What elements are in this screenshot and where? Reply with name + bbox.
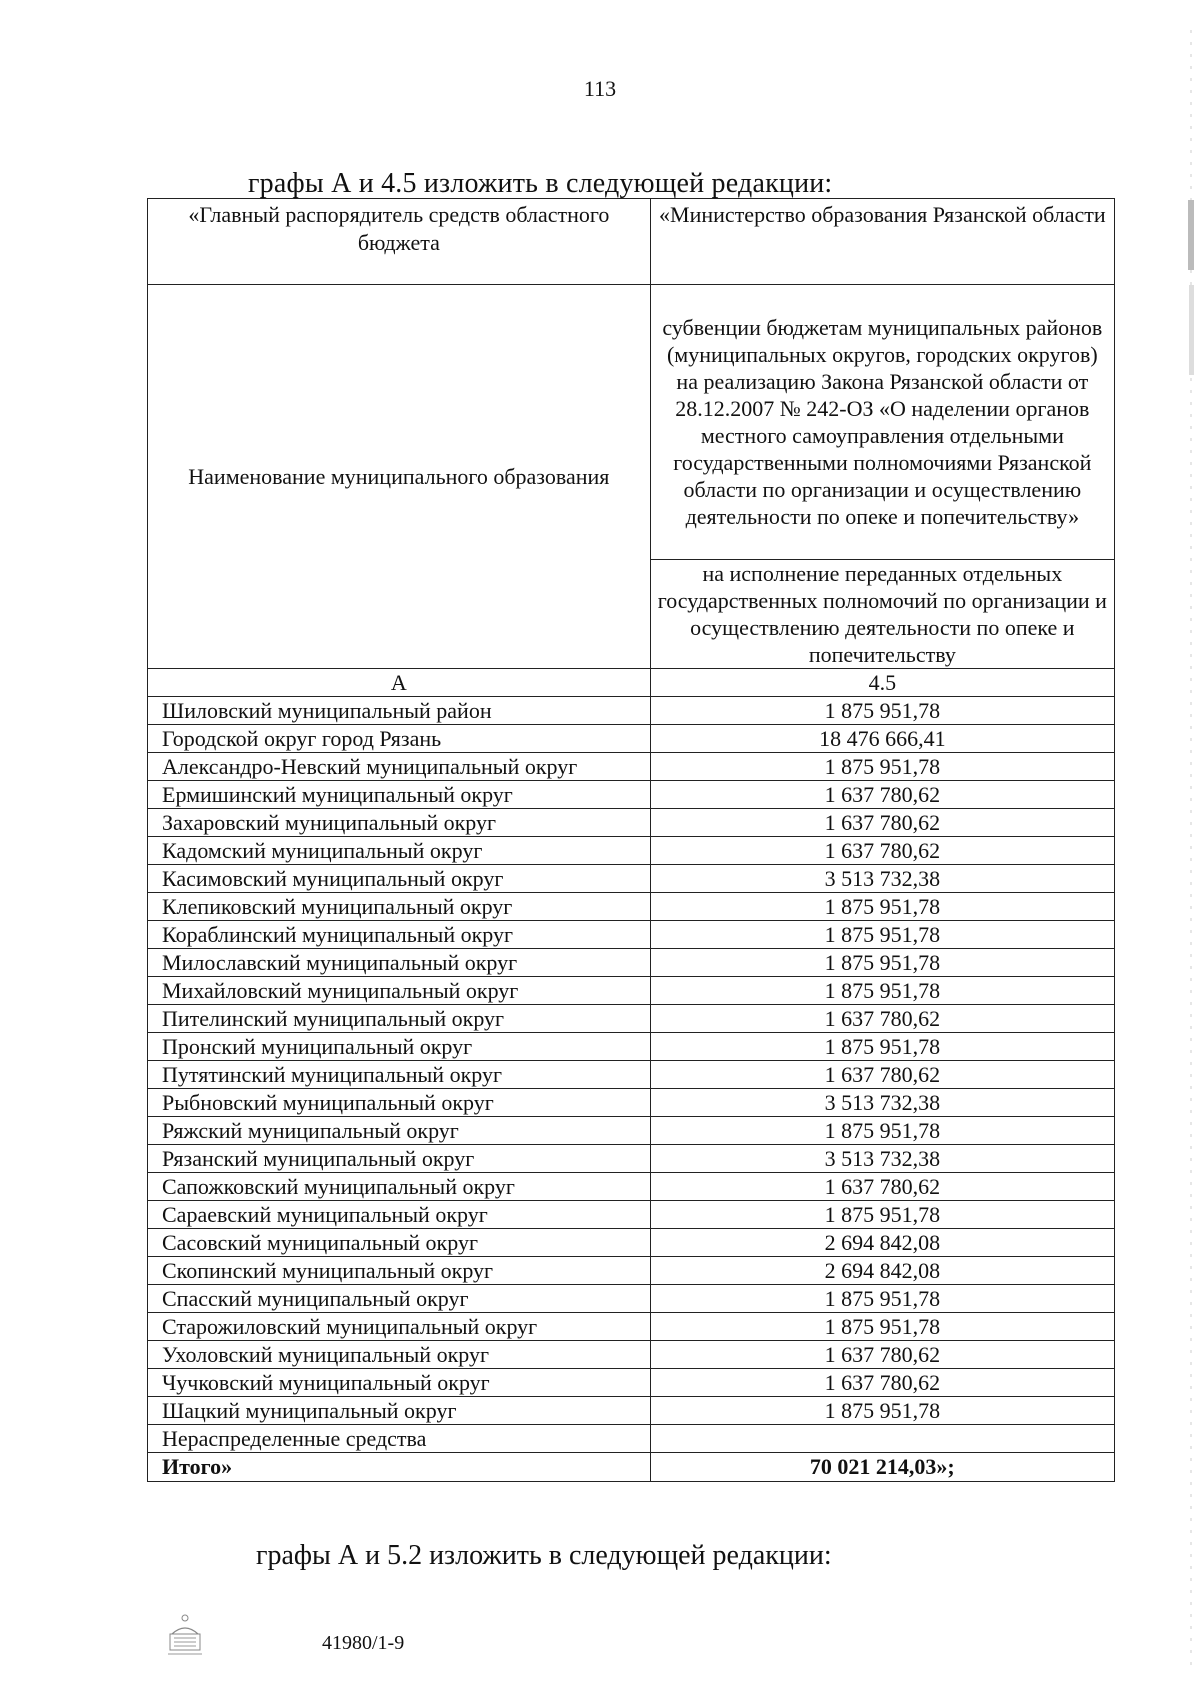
table-row <box>148 1117 1115 1145</box>
allocation-amount: 2 694 842,08 <box>650 1257 1114 1285</box>
municipality-name: Спасский муниципальный округ <box>148 1285 651 1313</box>
header-row-subvention <box>148 285 1115 560</box>
total-row <box>148 1453 1115 1482</box>
allocation-amount: 1 637 780,62 <box>650 837 1114 865</box>
header-purpose-label: на исполнение переданных отдельных государственных полномочий по организации и осуществлению деятельности по опеке и попечительству <box>650 560 1114 669</box>
municipality-name: Рязанский муниципальный округ <box>148 1145 651 1173</box>
footer-document-code: 41980/1-9 <box>322 1632 405 1654</box>
allocation-amount: 1 637 780,62 <box>650 781 1114 809</box>
table-row <box>148 1005 1115 1033</box>
outro-text: графы А и 5.2 изложить в следующей редакции: <box>256 1540 832 1571</box>
allocation-amount: 3 513 732,38 <box>650 865 1114 893</box>
header-municipality-label: Наименование муниципального образования <box>148 285 651 669</box>
municipality-name: Александро-Невский муниципальный округ <box>148 753 651 781</box>
column-index-a: А <box>148 669 651 697</box>
table-row <box>148 1341 1115 1369</box>
municipality-name: Ряжский муниципальный округ <box>148 1117 651 1145</box>
municipality-name: Шацкий муниципальный округ <box>148 1397 651 1425</box>
table-row <box>148 977 1115 1005</box>
allocation-amount: 1 875 951,78 <box>650 977 1114 1005</box>
municipality-name: Михайловский муниципальный округ <box>148 977 651 1005</box>
table-row <box>148 1425 1115 1453</box>
table-row <box>148 753 1115 781</box>
header-ministry-label: «Министерство образования Рязанской области <box>650 199 1114 285</box>
table-row <box>148 725 1115 753</box>
allocation-amount: 1 637 780,62 <box>650 1369 1114 1397</box>
allocation-amount: 1 637 780,62 <box>650 809 1114 837</box>
municipality-name: Рыбновский муниципальный округ <box>148 1089 651 1117</box>
table-row <box>148 1397 1115 1425</box>
table-row <box>148 1033 1115 1061</box>
municipality-name: Захаровский муниципальный округ <box>148 809 651 837</box>
table-row <box>148 837 1115 865</box>
municipality-name: Пителинский муниципальный округ <box>148 1005 651 1033</box>
table-row <box>148 1313 1115 1341</box>
table-row <box>148 809 1115 837</box>
total-label: Итого» <box>148 1453 651 1482</box>
table-row <box>148 1257 1115 1285</box>
municipality-name: Ермишинский муниципальный округ <box>148 781 651 809</box>
municipality-name: Скопинский муниципальный округ <box>148 1257 651 1285</box>
allocation-amount: 1 875 951,78 <box>650 697 1114 725</box>
allocation-amount: 1 875 951,78 <box>650 949 1114 977</box>
municipality-name: Городской округ город Рязань <box>148 725 651 753</box>
allocation-amount: 3 513 732,38 <box>650 1089 1114 1117</box>
allocation-amount: 1 875 951,78 <box>650 1285 1114 1313</box>
allocation-amount: 1 875 951,78 <box>650 1117 1114 1145</box>
allocation-amount: 1 875 951,78 <box>650 753 1114 781</box>
allocation-amount: 1 637 780,62 <box>650 1061 1114 1089</box>
intro-text: графы А и 4.5 изложить в следующей редакции: <box>248 168 833 199</box>
municipality-name: Нераспределенные средства <box>148 1425 651 1453</box>
table-row <box>148 697 1115 725</box>
allocation-amount: 3 513 732,38 <box>650 1145 1114 1173</box>
table-row <box>148 1061 1115 1089</box>
allocation-amount: 1 875 951,78 <box>650 1033 1114 1061</box>
total-amount: 70 021 214,03»; <box>650 1453 1114 1482</box>
municipality-name: Сапожковский муниципальный округ <box>148 1173 651 1201</box>
allocation-amount: 1 875 951,78 <box>650 893 1114 921</box>
emblem-stamp-icon <box>160 1612 210 1662</box>
municipality-name: Пронский муниципальный округ <box>148 1033 651 1061</box>
table-row <box>148 1173 1115 1201</box>
column-index-45: 4.5 <box>650 669 1114 697</box>
page-number: 113 <box>583 76 617 101</box>
allocation-table <box>147 198 1115 1482</box>
municipality-name: Кораблинский муниципальный округ <box>148 921 651 949</box>
header-distributor-label: «Главный распорядитель средств областного бюджета <box>148 199 651 285</box>
scan-edge-artifact <box>1186 30 1196 1670</box>
allocation-amount: 1 637 780,62 <box>650 1173 1114 1201</box>
header-row-distributor <box>148 199 1115 285</box>
header-subvention-label: субвенции бюджетам муниципальных районов (муниципальных округов, городских округов) на реализацию Закона Рязанской области от 28.12.2007 № 242-ОЗ «О наделении органов местного самоуправления отдельными государственными полномочиями Рязанской области по организации и осуществлению деятельности по опеке и попечительству» <box>650 285 1114 560</box>
table-row <box>148 1089 1115 1117</box>
municipality-name: Старожиловский муниципальный округ <box>148 1313 651 1341</box>
allocation-amount <box>650 1425 1114 1453</box>
municipality-name: Путятинский муниципальный округ <box>148 1061 651 1089</box>
municipality-name: Касимовский муниципальный округ <box>148 865 651 893</box>
municipality-name: Чучковский муниципальный округ <box>148 1369 651 1397</box>
municipality-name: Шиловский муниципальный район <box>148 697 651 725</box>
municipality-name: Сасовский муниципальный округ <box>148 1229 651 1257</box>
table-row <box>148 921 1115 949</box>
table-row <box>148 865 1115 893</box>
allocation-amount: 1 875 951,78 <box>650 921 1114 949</box>
allocation-amount: 2 694 842,08 <box>650 1229 1114 1257</box>
table-row <box>148 949 1115 977</box>
table-row <box>148 1285 1115 1313</box>
municipality-name: Ухоловский муниципальный округ <box>148 1341 651 1369</box>
municipality-name: Милославский муниципальный округ <box>148 949 651 977</box>
table-row <box>148 1201 1115 1229</box>
municipality-name: Кадомский муниципальный округ <box>148 837 651 865</box>
municipality-name: Сараевский муниципальный округ <box>148 1201 651 1229</box>
allocation-amount: 1 875 951,78 <box>650 1313 1114 1341</box>
table-row <box>148 1145 1115 1173</box>
allocation-amount: 18 476 666,41 <box>650 725 1114 753</box>
table-row <box>148 893 1115 921</box>
allocation-amount: 1 875 951,78 <box>650 1397 1114 1425</box>
allocation-amount: 1 637 780,62 <box>650 1005 1114 1033</box>
allocation-amount: 1 875 951,78 <box>650 1201 1114 1229</box>
municipality-name: Клепиковский муниципальный округ <box>148 893 651 921</box>
table-row <box>148 781 1115 809</box>
table-row <box>148 1229 1115 1257</box>
table-row <box>148 1369 1115 1397</box>
column-index-row <box>148 669 1115 697</box>
allocation-amount: 1 637 780,62 <box>650 1341 1114 1369</box>
